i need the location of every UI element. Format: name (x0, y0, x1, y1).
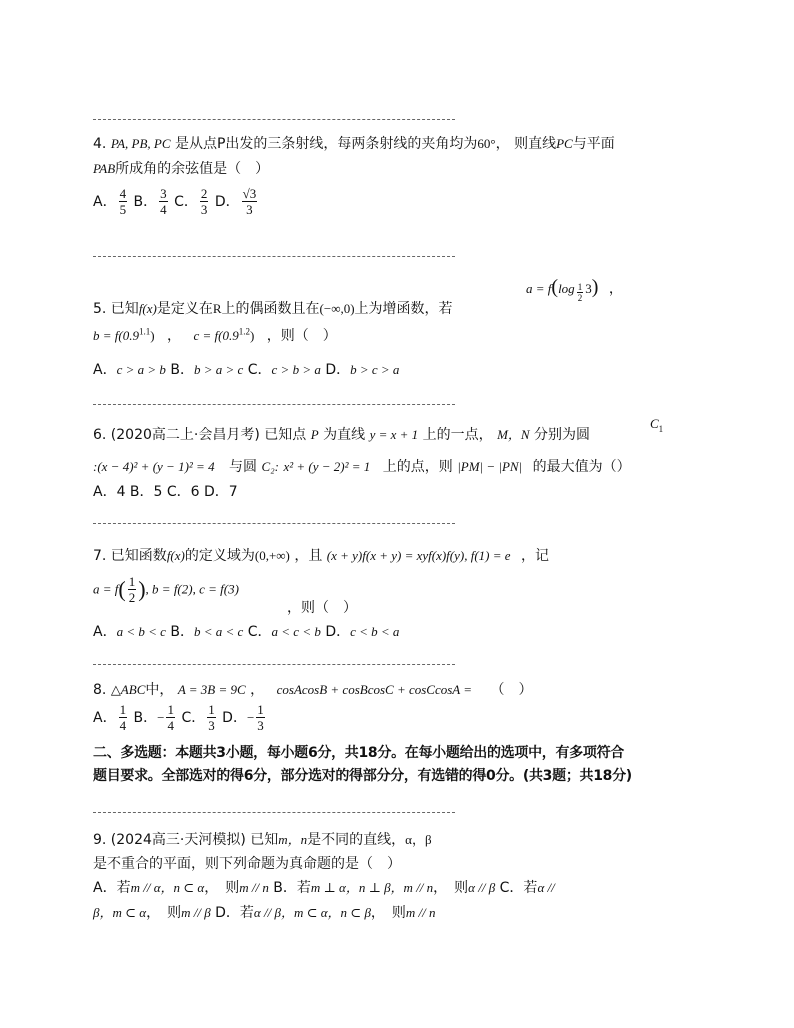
question-4-line-2: PAB所成角的余弦值是（ ） (93, 161, 270, 177)
question-7-options (93, 621, 399, 641)
question-8-options (93, 702, 267, 733)
option-c[interactable]: C． $\frac{2}{3}$ (174, 186, 208, 217)
section-heading-line-1: 二、多选题：本题共3小题，每小题6分，共18分。在每小题给出的选项中，有多项符合 (93, 745, 624, 761)
option-b[interactable]: B． $\frac{3}{4}$ (133, 186, 167, 217)
fraction: $\frac{3}{4}$ (160, 186, 167, 217)
option-b[interactable]: B．b > a > c (170, 362, 244, 378)
option-b[interactable]: B．− $\frac{1}{4}$ (133, 702, 174, 733)
option-d[interactable]: D．b > c > a (325, 362, 400, 378)
option-c[interactable]: C． $\frac{1}{3}$ (181, 702, 215, 733)
separator-line (93, 664, 455, 665)
separator-line (93, 119, 455, 120)
separator-line (93, 404, 455, 405)
question-5-a-expr: a = f(log $\frac{1}{2}$ 3) ， (526, 276, 623, 303)
question-6-line-2: :(x − 4)² + (y − 1)² = 4 与圆 C₂: x² + (y − 2)² = 1 上的点，则 |PM| − |PN| 的最大值为（） (93, 459, 631, 475)
option-a[interactable]: A．若m // α，n ⊂ α， 则m // n (93, 880, 269, 896)
fraction: $\frac{√3}{3}$ (242, 186, 257, 217)
fraction: $\frac{2}{3}$ (200, 186, 208, 217)
option-a[interactable]: A．a < b < c (93, 624, 166, 640)
option-d[interactable]: D．若α // β，m ⊂ α，n ⊂ β， 则m // n (210, 905, 436, 921)
option-a[interactable]: A．c > a > b (93, 362, 166, 378)
question-9-line-2: 是不重合的平面，则下列命题为真命题的是（ ） (93, 856, 401, 872)
option-c[interactable]: C．a < c < b (247, 624, 321, 640)
option-b[interactable]: B．若m ⊥ α，n ⊥ β，m // n， 则α // β (268, 880, 496, 896)
option-d[interactable]: D．c < b < a (325, 624, 400, 640)
section-heading-line-2: 题目要求。全部选对的得6分，部分选对的得部分分，有选错的得0分。(共3题；共18分) (93, 768, 632, 784)
circle-c1-label: $C_1$ (650, 416, 664, 434)
question-4-line-1: 4. PA, PB, PC 是从点P出发的三条射线，每两条射线的夹角均为60°， 则直线PC与平面 (93, 136, 615, 152)
question-7-line-1: 7. 已知函数f(x)的定义域为(0,+∞) ，且 (x + y)f(x + y) = xyf(x)f(y), f(1) = e ，记 (93, 548, 549, 564)
question-8-line-1: 8. △ABC中， A = 3B = 9C ， cosAcosB + cosBcosC + cosCcosA = （ ） (93, 682, 533, 698)
question-9-line-1: 9. (2024高三·天河模拟) 已知m，n是不同的直线，α，β (93, 832, 432, 848)
option-d[interactable]: D．− $\frac{1}{3}$ (222, 702, 264, 733)
question-6-options[interactable]: A．4 B．5 C．6 D．7 (93, 484, 238, 500)
separator-line (93, 812, 455, 813)
question-7-line-3: ，则（ ） (287, 600, 357, 616)
option-c[interactable]: C．c > b > a (247, 362, 321, 378)
question-7-line-2: a = f( $\frac{1}{2}$ ), b = f(2), c = f(3) (93, 574, 239, 605)
option-a[interactable]: A． $\frac{4}{5}$ (93, 186, 127, 217)
question-4-options (93, 186, 259, 217)
question-9-line-3 (93, 877, 555, 897)
question-6-line-1: 6. (2020高二上·会昌月考) 已知点 P 为直线 y = x + 1 上的一点， M，N 分别为圆 (93, 427, 591, 443)
question-5-line-2: $b = f(0.9^{1.1})$ ， $c = f(0.9^{1.2})$ ，则（ ） (93, 326, 337, 344)
option-d[interactable]: D． $\frac{√3}{3}$ (214, 186, 257, 217)
option-c[interactable]: C．若α // (495, 880, 555, 896)
separator-line (93, 256, 455, 257)
question-5-line-1: 5. 已知f(x)是定义在R上的偶函数且在(−∞,0)上为增函数，若 (93, 301, 453, 317)
question-9-line-4: β，m ⊂ α， 则m // β D．若α // β，m ⊂ α，n ⊂ β， 则m // n (93, 905, 436, 921)
option-b[interactable]: B．b < a < c (170, 624, 244, 640)
option-a[interactable]: A． $\frac{1}{4}$ (93, 702, 127, 733)
separator-line (93, 523, 455, 524)
question-5-options (93, 359, 399, 379)
fraction: $\frac{4}{5}$ (119, 186, 127, 217)
